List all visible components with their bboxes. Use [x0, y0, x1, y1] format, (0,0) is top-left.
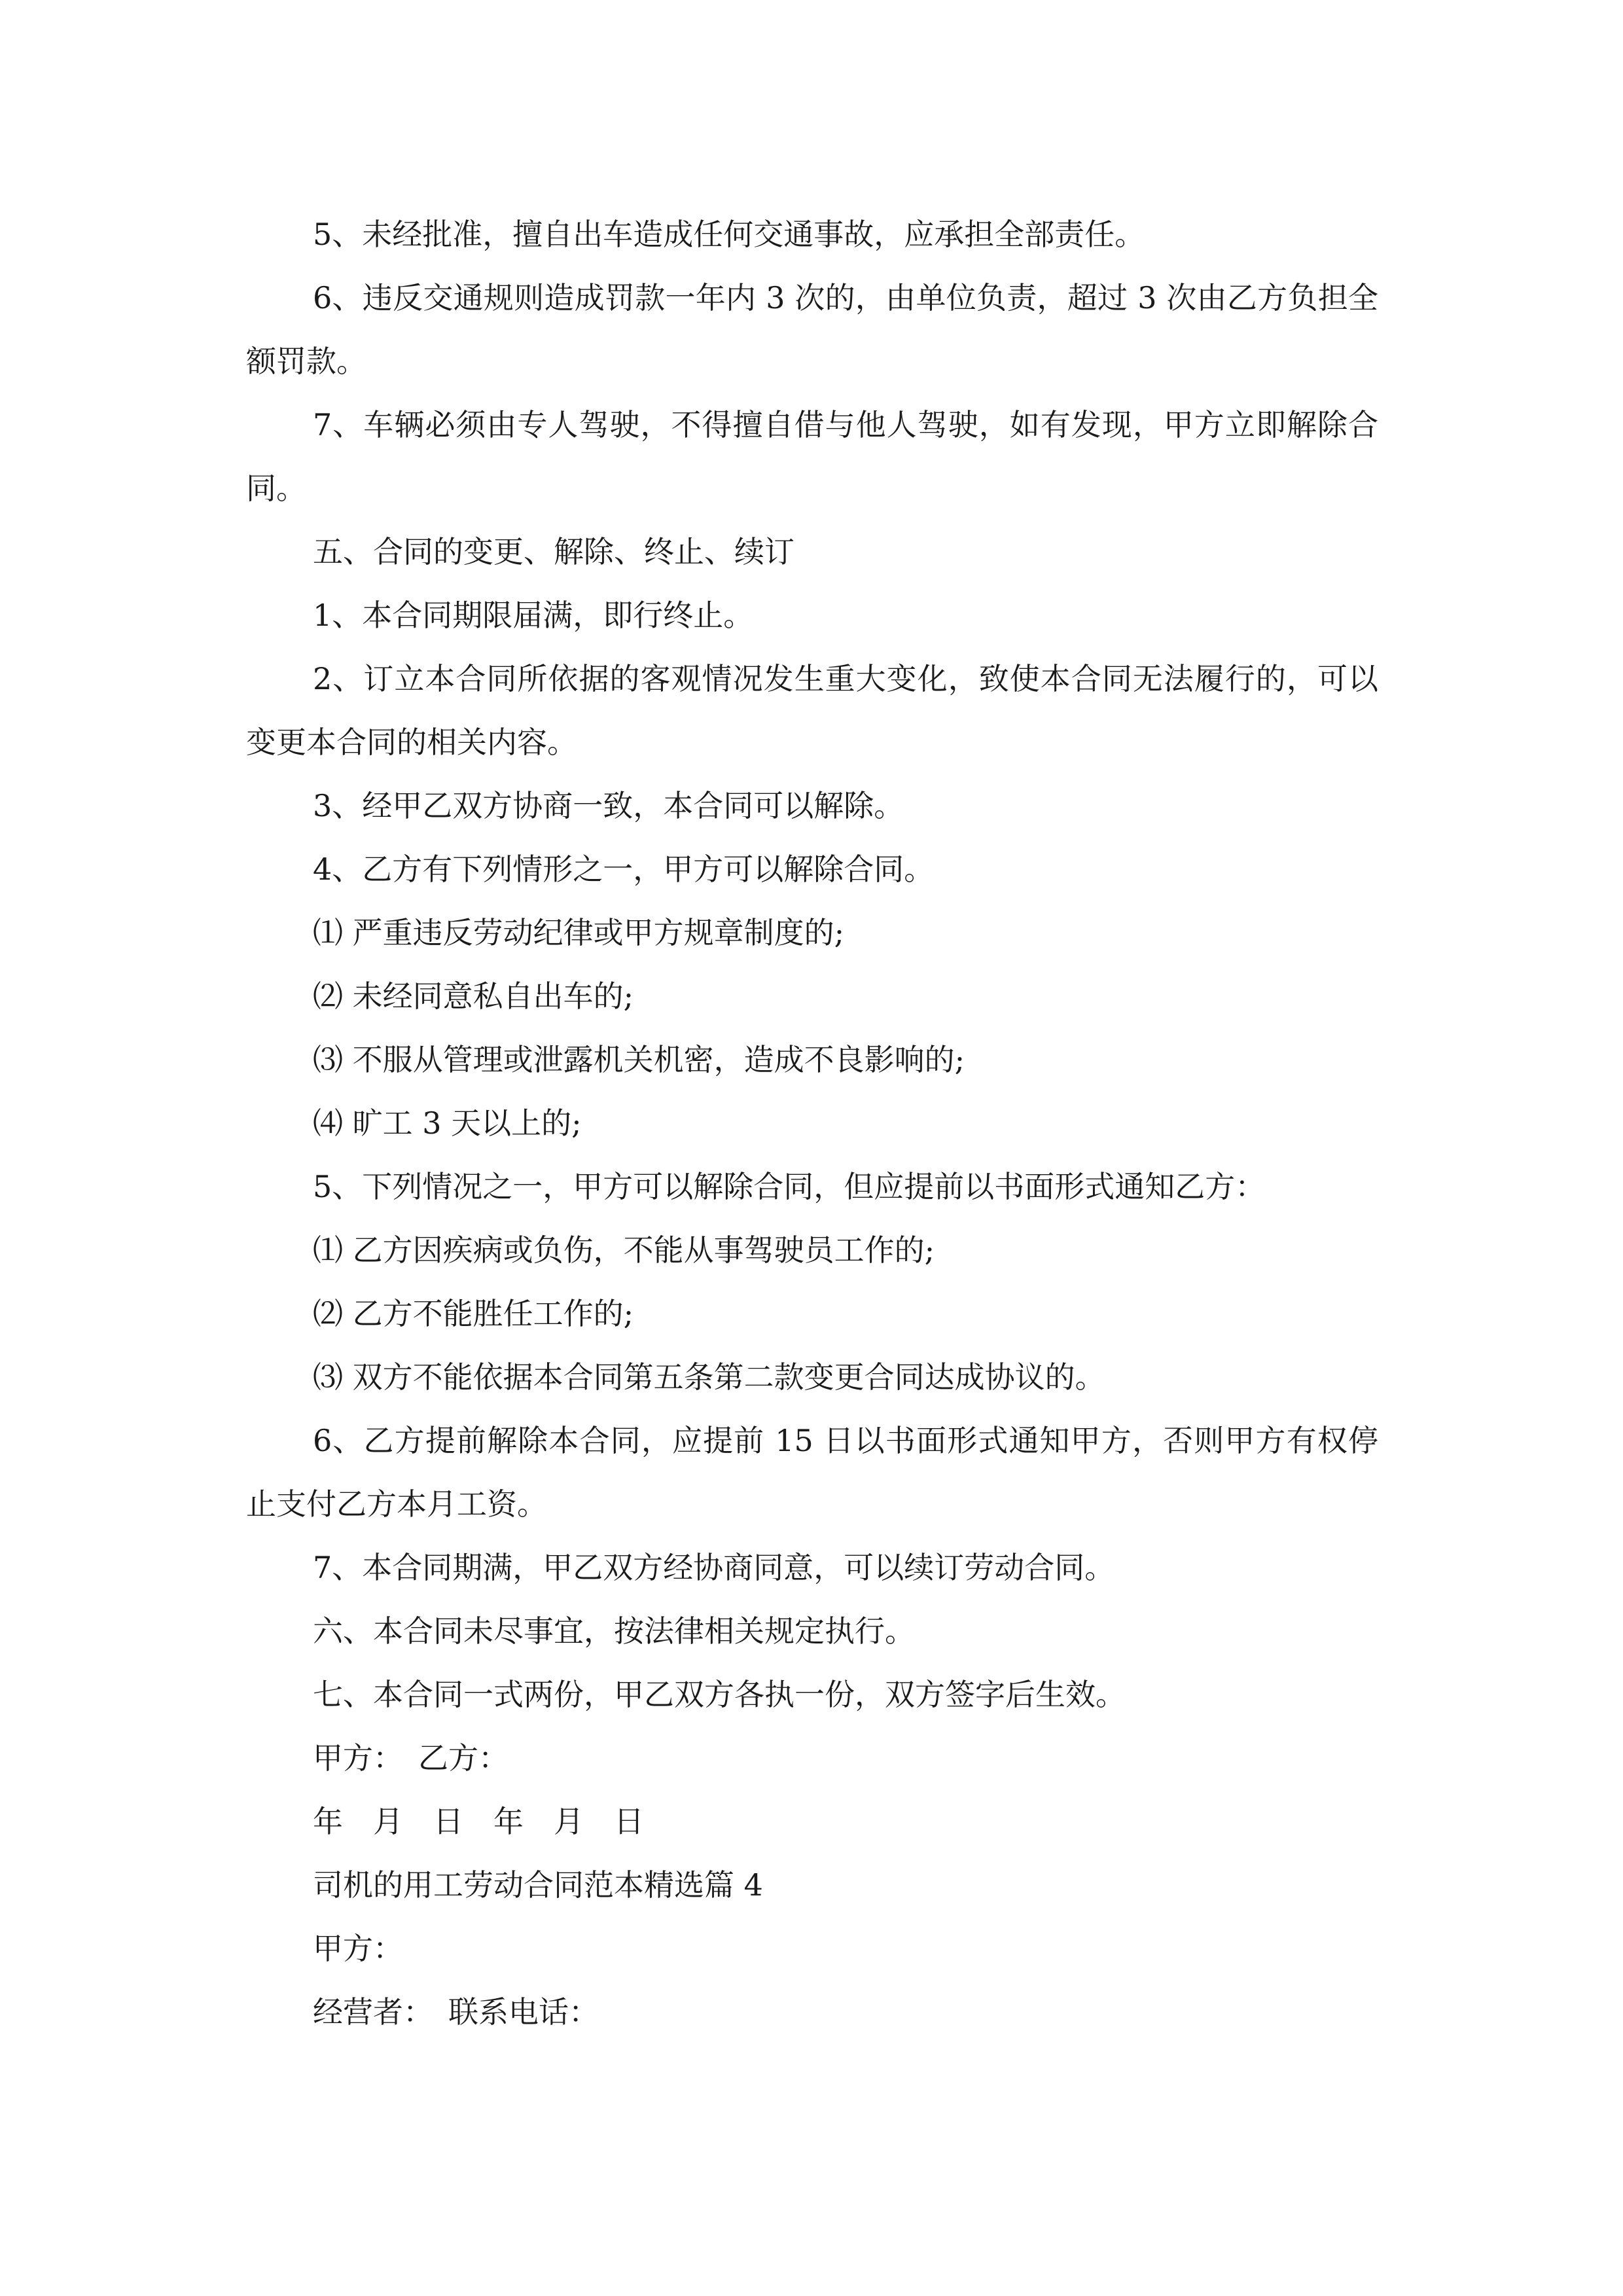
section-6-other-matters: 六、本合同未尽事宜，按法律相关规定执行。 — [313, 1613, 915, 1649]
notice-item-1: ⑴ 乙方因疾病或负伤，不能从事驾驶员工作的; — [313, 1232, 935, 1268]
clause-4-termination-conditions: 4、乙方有下列情形之一，甲方可以解除合同。 — [313, 852, 935, 887]
party-a-label: 甲方： — [313, 1931, 403, 1966]
document-body — [246, 203, 1378, 2044]
condition-item-3: ⑶ 不服从管理或泄露机关机密，造成不良影响的; — [313, 1042, 965, 1077]
section-5-heading: 五、合同的变更、解除、终止、续订 — [313, 534, 794, 569]
signature-dates: 年 月 日 年 月 日 — [313, 1804, 644, 1839]
clause-3-mutual-termination: 3、经甲乙双方协商一致，本合同可以解除。 — [313, 788, 904, 823]
clause-7-dedicated-driver: 7、车辆必须由专人驾驶，不得擅自借与他人驾驶，如有发现，甲方立即解除合同。 — [246, 407, 1378, 506]
notice-item-2: ⑵ 乙方不能胜任工作的; — [313, 1296, 634, 1331]
clause-1-expiry: 1、本合同期限届满，即行终止。 — [313, 598, 754, 633]
clause-7-renewal: 7、本合同期满，甲乙双方经协商同意，可以续订劳动合同。 — [313, 1550, 1115, 1585]
clause-2-change: 2、订立本合同所依据的客观情况发生重大变化，致使本合同无法履行的，可以变更本合同的相关内容。 — [246, 661, 1378, 760]
clause-6-traffic-fines: 6、违反交通规则造成罚款一年内 3 次的，由单位负责，超过 3 次由乙方负担全额罚款。 — [246, 280, 1378, 379]
next-contract-title: 司机的用工劳动合同范本精选篇 4 — [313, 1867, 763, 1903]
section-7-copies: 七、本合同一式两份，甲乙双方各执一份，双方签字后生效。 — [313, 1677, 1126, 1712]
notice-item-3: ⑶ 双方不能依据本合同第五条第二款变更合同达成协议的。 — [313, 1359, 1105, 1395]
condition-item-1: ⑴ 严重违反劳动纪律或甲方规章制度的; — [313, 915, 845, 950]
signature-parties: 甲方： 乙方： — [313, 1740, 508, 1776]
clause-5-notice-termination: 5、下列情况之一，甲方可以解除合同，但应提前以书面形式通知乙方： — [313, 1169, 1266, 1204]
operator-contact-line: 经营者： 联系电话： — [313, 1994, 599, 2030]
condition-item-4: ⑷ 旷工 3 天以上的; — [313, 1105, 582, 1141]
clause-6-early-resignation: 6、乙方提前解除本合同，应提前 15 日以书面形式通知甲方，否则甲方有权停止支付乙方本月工资。 — [246, 1423, 1378, 1522]
clause-5-traffic-accident: 5、未经批准，擅自出车造成任何交通事故，应承担全部责任。 — [313, 217, 1145, 252]
condition-item-2: ⑵ 未经同意私自出车的; — [313, 978, 634, 1014]
